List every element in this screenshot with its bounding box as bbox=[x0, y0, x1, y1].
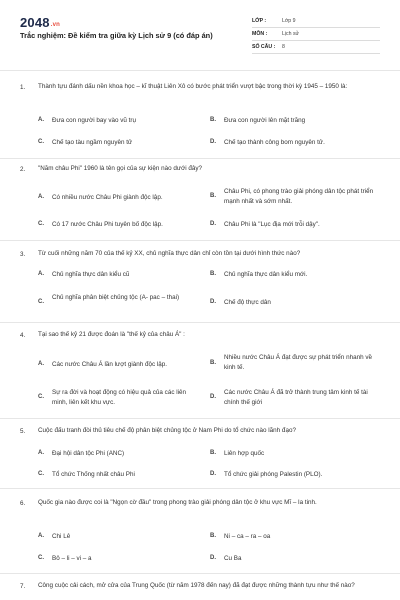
meta-value: 8 bbox=[282, 44, 285, 50]
question-text: Công cuộc cải cách, mở cửa của Trung Quốc (từ năm 1978 đến nay) đã đạt được những thành tựu như thế nào? bbox=[38, 582, 355, 589]
meta-row-subject bbox=[252, 28, 380, 41]
divider bbox=[0, 158, 400, 159]
option-text: Chế tạo tàu ngầm nguyên tử bbox=[52, 139, 133, 146]
divider bbox=[0, 322, 400, 323]
option-letter: C. bbox=[38, 139, 44, 145]
option-text: Đại hội dân tộc Phi (ANC) bbox=[52, 450, 125, 457]
option-letter: D. bbox=[210, 471, 216, 477]
option-letter: C. bbox=[38, 221, 44, 227]
divider bbox=[0, 418, 400, 419]
option-text: Bô – li – vi – a bbox=[52, 555, 92, 562]
option-text: Đưa con người bay vào vũ trụ bbox=[52, 117, 136, 124]
divider bbox=[0, 70, 400, 71]
question-number: 7. bbox=[20, 583, 26, 590]
option-text: Có 17 nước Châu Phi tuyên bố độc lập. bbox=[52, 221, 163, 228]
question-number: 1. bbox=[20, 84, 26, 91]
option-text: Chế độ thực dân bbox=[224, 299, 271, 306]
option-letter: B. bbox=[210, 271, 216, 277]
site-logo[interactable] bbox=[20, 15, 60, 30]
option-text: Chủ nghĩa thực dân kiểu mới. bbox=[224, 271, 308, 278]
option-letter: C. bbox=[38, 471, 44, 477]
question-number: 6. bbox=[20, 500, 26, 507]
option-letter: B. bbox=[210, 533, 216, 539]
option-letter: B. bbox=[210, 360, 216, 366]
divider bbox=[0, 488, 400, 489]
quiz-meta bbox=[252, 15, 380, 54]
option-letter: A. bbox=[38, 533, 44, 539]
option-text: Châu Phi, có phong trào giải phóng dân tộc phát triển mạnh nhất và sớm nhất. bbox=[224, 188, 374, 205]
option-letter: D. bbox=[210, 139, 216, 145]
option-text: Tổ chức giải phóng Palestin (PLO). bbox=[224, 471, 323, 478]
option-text: Ni – ca – ra – oa bbox=[224, 533, 271, 540]
option-letter: A. bbox=[38, 271, 44, 277]
meta-key: SỐ CÂU : bbox=[252, 44, 276, 50]
option-letter: D. bbox=[210, 221, 216, 227]
option-text: Chế tạo thành công bom nguyên tử. bbox=[224, 139, 325, 146]
option-letter: C. bbox=[38, 555, 44, 561]
meta-value: Lớp 9 bbox=[282, 18, 296, 24]
option-letter: B. bbox=[210, 193, 216, 199]
option-text: Chủ nghĩa thực dân kiểu cũ bbox=[52, 271, 130, 278]
question-text: Tại sao thế kỷ 21 được đoán là "thế kỷ của châu Á" : bbox=[38, 331, 185, 338]
meta-key: MÔN : bbox=[252, 31, 268, 37]
question-text: Thành tựu đánh dấu nền khoa học – kĩ thuật Liên Xô có bước phát triển vượt bậc trong thời kỳ 1945 – 1950 là: bbox=[38, 83, 348, 90]
option-text: Có nhiều nước Châu Phi giành độc lập. bbox=[52, 194, 163, 201]
question-number: 5. bbox=[20, 428, 26, 435]
option-letter: D. bbox=[210, 299, 216, 305]
divider bbox=[0, 573, 400, 574]
question-number: 2. bbox=[20, 166, 26, 173]
question-text: Quốc gia nào được coi là "Ngọn cờ đầu" trong phong trào giải phóng dân tộc ở khu vực Mĩ – la tinh. bbox=[38, 499, 317, 506]
meta-row-count bbox=[252, 41, 380, 54]
option-letter: A. bbox=[38, 117, 44, 123]
question-text: Cuộc đấu tranh đòi thủ tiêu chế độ phân biệt chủng tộc ở Nam Phi do tổ chức nào lãnh đạo? bbox=[38, 427, 296, 434]
divider bbox=[0, 240, 400, 241]
option-letter: A. bbox=[38, 450, 44, 456]
option-text: Liên hợp quốc bbox=[224, 450, 265, 457]
option-letter: C. bbox=[38, 394, 44, 400]
option-text: Các nước Châu Á lần lượt giành độc lập. bbox=[52, 361, 168, 368]
option-text: Chi Lê bbox=[52, 533, 71, 540]
page-header bbox=[0, 0, 400, 70]
option-letter: C. bbox=[38, 299, 44, 305]
page-title: Trắc nghiệm: Đề kiểm tra giữa kỳ Lịch sử 9 (có đáp án) bbox=[20, 31, 213, 40]
option-text: Chủ nghĩa phân biệt chủng tộc (A- pac – thai) bbox=[52, 294, 180, 301]
option-text: Sự ra đời và hoạt động có hiệu quả của các liên minh, liên kết khu vực. bbox=[52, 389, 187, 406]
option-letter: B. bbox=[210, 117, 216, 123]
option-letter: D. bbox=[210, 394, 216, 400]
option-text: Cu Ba bbox=[224, 555, 242, 562]
option-text: Các nước Châu Á đã trở thành trung tâm kinh tế tài chính thế giới bbox=[224, 389, 368, 406]
question-text: Từ cuối những năm 70 của thế kỷ XX, chủ nghĩa thực dân chỉ còn tồn tại dưới hình thức nào? bbox=[38, 250, 301, 257]
option-letter: D. bbox=[210, 555, 216, 561]
option-letter: B. bbox=[210, 450, 216, 456]
logo-ext: .vn bbox=[50, 22, 61, 28]
logo-text: 2048 bbox=[20, 15, 50, 30]
option-text: Nhiều nước Châu Á đạt được sự phát triển nhanh về kinh tế. bbox=[224, 354, 372, 371]
option-text: Đưa con người lên mặt trăng bbox=[224, 117, 306, 124]
option-text: Tổ chức Thống nhất châu Phi bbox=[52, 471, 135, 478]
question-number: 4. bbox=[20, 332, 26, 339]
meta-key: LỚP : bbox=[252, 18, 267, 24]
meta-row-class bbox=[252, 15, 380, 28]
question-text: "Năm châu Phi" 1960 là tên gọi của sự kiện nào dưới đây? bbox=[38, 165, 203, 172]
meta-value: Lịch sử bbox=[282, 31, 300, 37]
option-letter: A. bbox=[38, 194, 44, 200]
option-text: Châu Phi là "Lục địa mới trỗi dậy". bbox=[224, 221, 320, 228]
option-letter: A. bbox=[38, 361, 44, 367]
question-number: 3. bbox=[20, 251, 26, 258]
